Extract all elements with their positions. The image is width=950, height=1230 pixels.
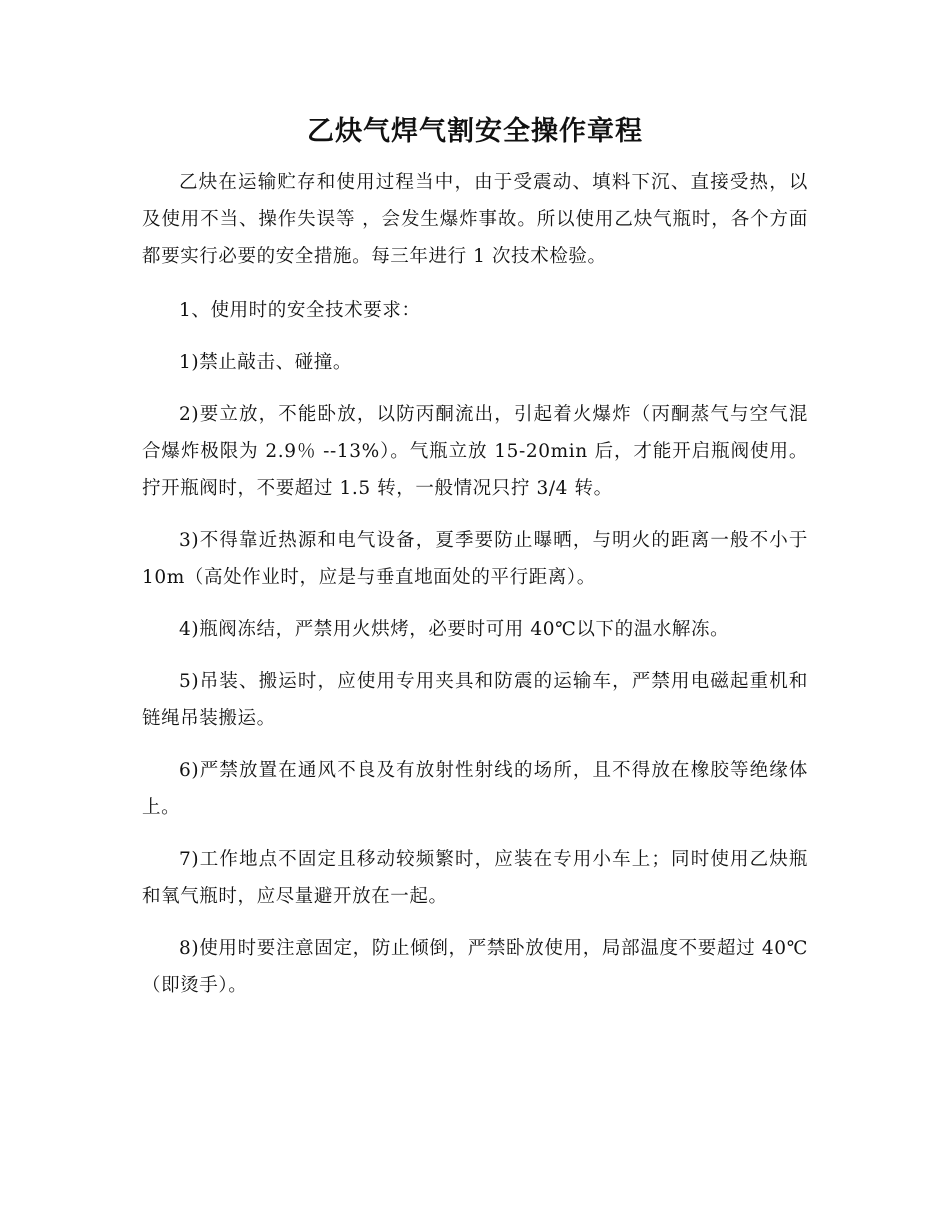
rule-item-6: 6)严禁放置在通风不良及有放射性射线的场所，且不得放在橡胶等绝缘体上。 [142, 760, 808, 818]
intro-paragraph: 乙炔在运输贮存和使用过程当中，由于受震动、填料下沉、直接受热，以及使用不当、操作失误等 ，会发生爆炸事故。所以使用乙炔气瓶时，各个方面都要实行必要的安全措施。每三年进行 1 次技术检验。 [142, 172, 808, 267]
rule-item-3: 3)不得靠近热源和电气设备，夏季要防止曝晒，与明火的距离一般不小于 10m（高处作业时，应是与垂直地面处的平行距离）。 [142, 530, 808, 588]
document-title: 乙炔气焊气割安全操作章程 [307, 116, 643, 147]
section-heading: 1、使用时的安全技术要求： [179, 300, 421, 321]
rule-item-7: 7)工作地点不固定且移动较频繁时，应装在专用小车上；同时使用乙炔瓶和氧气瓶时，应尽量避开放在一起。 [142, 849, 808, 907]
rule-item-5: 5)吊装、搬运时，应使用专用夹具和防震的运输车，严禁用电磁起重机和链绳吊装搬运。 [142, 671, 808, 729]
document-page [142, 112, 808, 1019]
rule-item-1: 1)禁止敲击、碰撞。 [179, 352, 352, 373]
rule-item-2: 2)要立放，不能卧放，以防丙酮流出，引起着火爆炸（丙酮蒸气与空气混合爆炸极限为 2.9％ --13%）。气瓶立放 15-20min 后，才能开启瓶阀使用。拧开瓶阀时，不要超过 1.5 转，一般情况只拧 3/4 转。 [142, 404, 808, 499]
rule-item-8: 8)使用时要注意固定，防止倾倒，严禁卧放使用，局部温度不要超过 40℃（即烫手）。 [142, 938, 808, 996]
rule-item-4: 4)瓶阀冻结，严禁用火烘烤，必要时可用 40℃以下的温水解冻。 [179, 619, 730, 640]
